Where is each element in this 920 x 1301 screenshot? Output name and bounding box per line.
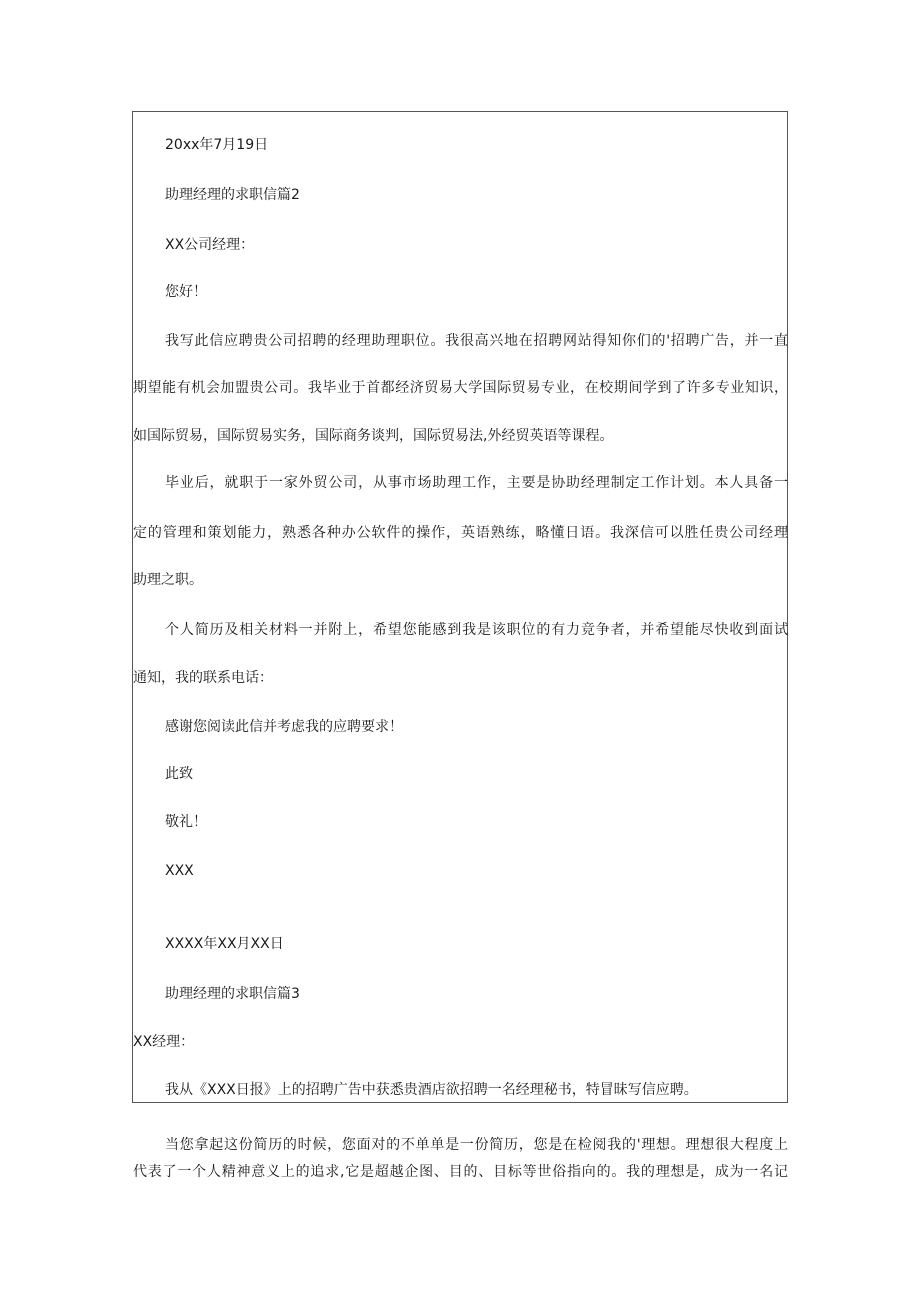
paragraph-1-line-3: 如国际贸易，国际贸易实务，国际商务谈判，国际贸易法,外经贸英语等课程。 [133, 428, 614, 444]
paragraph-3-line-1: 个人简历及相关材料一并附上，希望您能感到我是该职位的有力竞争者，并希望能尽快收到面试 [165, 622, 788, 638]
letter-date-bottom: XXXX年XX月XX日 [165, 936, 284, 952]
letter-frame [132, 111, 788, 1103]
paragraph-1-line-1: 我写此信应聘贵公司招聘的经理助理职位。我很高兴地在招聘网站得知你们的'招聘广告，并一直 [165, 333, 788, 349]
letter-heading-2: 助理经理的求职信篇2 [165, 187, 300, 203]
paragraph-3-line-2: 通知，我的联系电话： [133, 670, 273, 686]
letter-salutation-3: XX经理： [133, 1034, 195, 1050]
paragraph-2-line-2: 定的管理和策划能力，熟悉各种办公软件的操作，英语熟练，略懂日语。我深信可以胜任贵公司经理 [133, 525, 788, 541]
paragraph-4: 我从《XXX日报》上的招聘广告中获悉贵酒店欲招聘一名经理秘书，特冒昧写信应聘。 [165, 1082, 698, 1098]
letter-date: 20xx年7月19日 [165, 137, 269, 153]
letter-greeting: 您好！ [165, 284, 207, 300]
footer-line-2: 代表了一个人精神意义上的追求,它是超越企图、目的、目标等世俗指向的。我的理想是，成为一名记 [133, 1164, 788, 1180]
letter-heading-3: 助理经理的求职信篇3 [165, 986, 300, 1002]
footer-line-1: 当您拿起这份简历的时候，您面对的不单单是一份简历，您是在检阅我的'理想。理想很大程度上 [165, 1137, 788, 1153]
paragraph-2-line-1: 毕业后，就职于一家外贸公司，从事市场助理工作，主要是协助经理制定工作计划。本人具备一 [165, 475, 788, 491]
letter-signature: XXX [165, 863, 194, 879]
letter-thanks: 感谢您阅读此信并考虑我的应聘要求！ [165, 719, 403, 735]
paragraph-1-line-2: 期望能有机会加盟贵公司。我毕业于首都经济贸易大学国际贸易专业，在校期间学到了许多专业知识， [133, 380, 788, 396]
letter-salutation: XX公司经理： [165, 237, 255, 253]
letter-closing-2: 敬礼！ [165, 814, 207, 830]
paragraph-2-line-3: 助理之职。 [133, 572, 203, 588]
letter-closing-1: 此致 [165, 766, 193, 782]
